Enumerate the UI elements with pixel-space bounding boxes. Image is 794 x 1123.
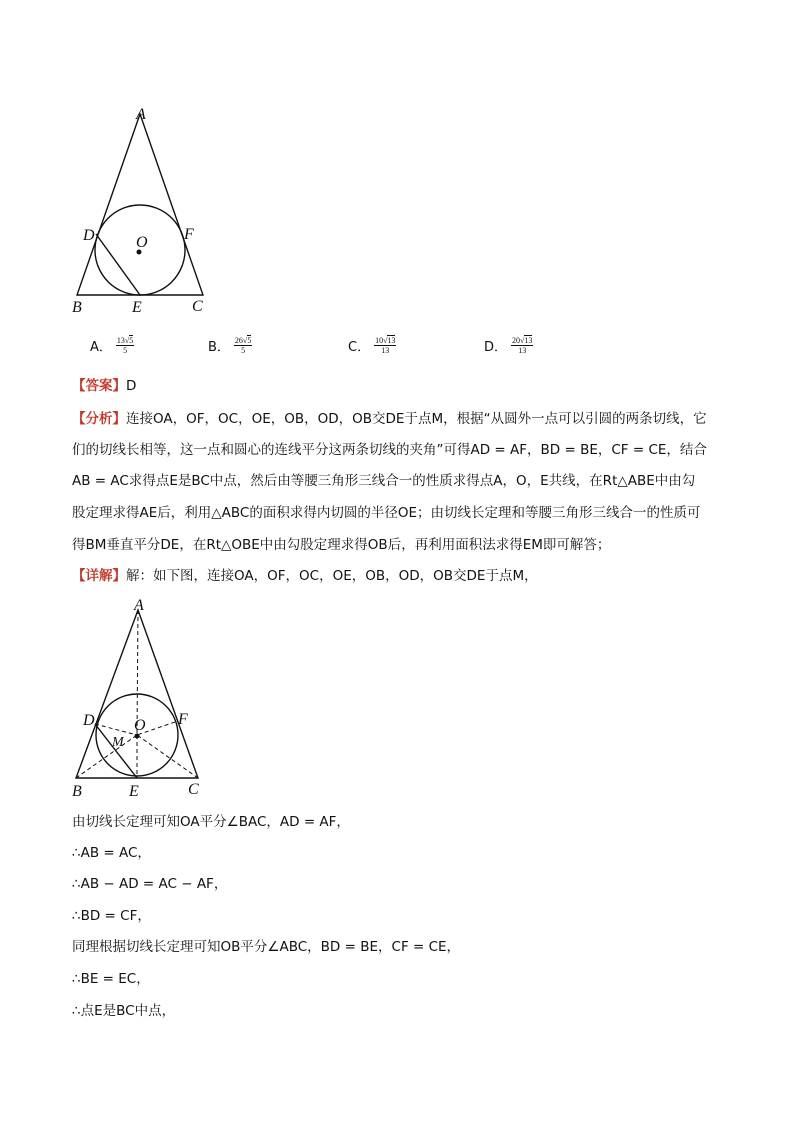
- step-line-7: ∴点E是BC中点，: [72, 1003, 176, 1019]
- answer-choices: [90, 336, 610, 366]
- label-e: E: [129, 783, 139, 800]
- step-line-4: ∴BD = CF，: [72, 908, 151, 924]
- step-line-2: ∴AB = AC，: [72, 845, 151, 861]
- fraction: $\frac{13√5}{5}$: [116, 336, 134, 355]
- label-a: A: [136, 106, 146, 123]
- label-m: M: [112, 735, 124, 750]
- answer-line: [72, 376, 136, 396]
- label-o: O: [136, 234, 148, 251]
- label-o: O: [134, 717, 146, 734]
- label-c: C: [188, 781, 199, 798]
- detail-line: 【详解】解：如下图，连接OA，OF，OC，OE，OB，OD，OB交DE于点M，: [72, 568, 538, 584]
- label-b: B: [72, 299, 82, 316]
- detail-tag: 【详解】: [72, 568, 126, 584]
- segment-od: [95, 724, 137, 735]
- fraction: $\frac{10√13}{13}$: [375, 336, 396, 355]
- step-line-1: 由切线长定理可知OA平分∠BAC，AD = AF，: [72, 814, 350, 830]
- label-c: C: [192, 298, 203, 315]
- segment-ob: [76, 735, 137, 778]
- choice-letter: A．: [90, 340, 112, 355]
- label-e: E: [132, 299, 142, 316]
- step-line-5: 同理根据切线长定理可知OB平分∠ABC，BD = BE，CF = CE，: [72, 939, 461, 955]
- segment-de: [96, 234, 140, 295]
- analysis-line-5: 得BM垂直平分DE，在Rt△OBE中由勾股定理求得OB后，再利用面积法求得EM即可解答；: [72, 537, 611, 553]
- choice-letter: D．: [484, 340, 508, 355]
- label-a: A: [134, 597, 144, 614]
- choice-letter: B．: [208, 340, 230, 355]
- geometry-figure-2: [64, 594, 224, 806]
- center-point-o: [135, 734, 140, 739]
- step-line-6: ∴BE = EC，: [72, 971, 150, 987]
- choice-a[interactable]: [90, 336, 134, 355]
- answer-tag: 【答案】: [72, 378, 126, 394]
- label-f: F: [178, 711, 188, 728]
- analysis-line-4: 股定理求得AE后，利用△ABC的面积求得内切圆的半径OE；由切线长定理和等腰三角形三线合一的性质可: [72, 505, 701, 521]
- choice-d[interactable]: [484, 336, 533, 355]
- segment-oc: [137, 735, 198, 778]
- fraction: $\frac{20√13}{13}$: [512, 336, 533, 355]
- analysis-tag: 【分析】: [72, 411, 126, 427]
- step-line-3: ∴AB − AD = AC − AF，: [72, 876, 228, 892]
- geometry-figure-1: [64, 100, 224, 320]
- label-d: D: [83, 227, 95, 244]
- fraction: $\frac{26√5}{5}$: [234, 336, 252, 355]
- analysis-line-1: 【分析】连接OA，OF，OC，OE，OB，OD，OB交DE于点M，根据“从圆外一点可以引圆的两条切线，它: [72, 411, 707, 427]
- answer-value: D: [126, 378, 137, 394]
- choice-c[interactable]: [348, 336, 396, 355]
- label-b: B: [72, 783, 82, 800]
- label-d: D: [83, 712, 95, 729]
- analysis-line-2: 们的切线长相等，这一点和圆心的连线平分这两条切线的夹角”可得AD = AF，BD = BE，CF = CE，结合: [72, 442, 707, 458]
- label-f: F: [184, 226, 194, 243]
- analysis-line-3: AB = AC求得点E是BC中点，然后由等腰三角形三线合一的性质求得点A，O，E共线，在Rt△ABE中由勾: [72, 473, 696, 489]
- choice-letter: C．: [348, 340, 371, 355]
- choice-b[interactable]: [208, 336, 252, 355]
